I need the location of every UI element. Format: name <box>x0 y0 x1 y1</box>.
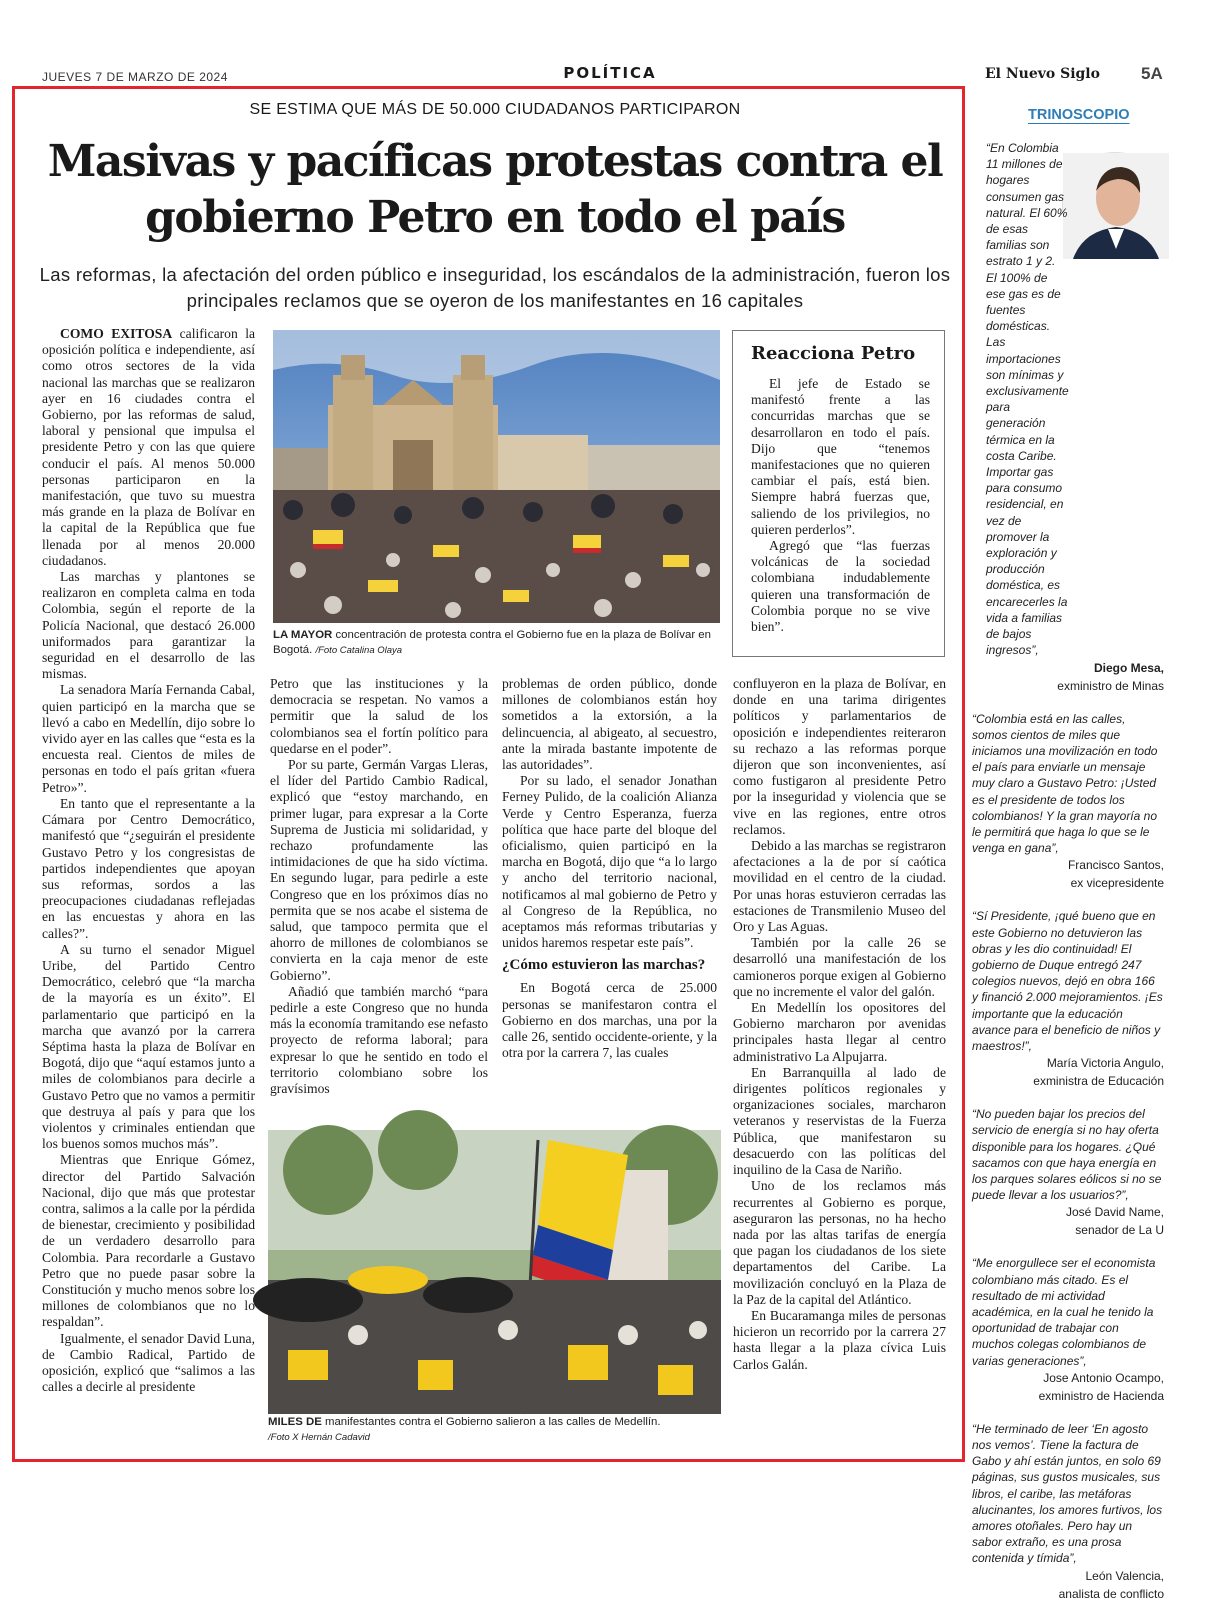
sidebar-box <box>732 330 945 657</box>
quote-author <box>972 1203 1164 1239</box>
plaza-bolivar-image <box>273 330 720 623</box>
quote-author <box>972 1567 1164 1603</box>
trinoscopio-list <box>972 140 1164 1619</box>
paragraph: Uno de los reclamos más recurrentes al Gobierno es porque, aseguraron las personas, no ha hecho nada por las altas tarifas de energía que pagan los ciudadanos de los siete departamentos del Caribe. La movilización concluyó en la Plaza de la Paz de la capital del Atlántico. <box>733 1178 946 1307</box>
paragraph: A su turno el senador Miguel Uribe, del Partido Centro Democrático, celebró que “la marcha de la mayoría es un éxito”. El parlamentario que participó en la marcha que avanzó por la carrera Séptima hasta la plaza de Bolívar en Bogotá, dijo que “aquí estamos junto a miles de colombianos para decirle a Gustavo Petro que no vamos a permitir que destruya al país y para que los violentos y criminales entiendan que los buenos somos muchos más”. <box>42 941 255 1152</box>
paragraph: Por su lado, el senador Jonathan Ferney Pulido, de la coalición Alianza Verde y Centro Esperanza, fuerza política que hace parte del bloque del oficialismo, quien participó en la marcha en Bogotá, dijo que “a lo largo y ancho del territorio nacional, notificamos al mal gobierno de Petro y al Congreso de la República, no aceptamos más reformas tributarias y unidos haremos respetar este país”. <box>502 773 717 951</box>
paragraph-text: calificaron la oposición política e independiente, así como otros sectores de la vida nacional las marchas que se realizaron ayer en 16 ciudades contra el Gobierno, por las reformas de salud, laboral y pensional que impulsa el presidente Petro y con las que quiere conducir el país. Al menos 50.000 personas participaron en la manifestación, que tuvo su muestra más grande en la plaza de Bolívar en la capital de la República que fue llenada por al menos 20.000 ciudadanos. <box>42 326 256 568</box>
sidebar-title: Reacciona Petro <box>751 343 916 364</box>
article-subhead: Las reformas, la afectación del orden público e inseguridad, los escándalos de la administración, fueron los principales reclamos que se oyeron de los manifestantes en 16 capitales <box>39 264 951 311</box>
tweet-quote <box>972 1421 1164 1603</box>
issue-date: JUEVES 7 DE MARZO DE 2024 <box>42 70 228 84</box>
paragraph: Añadió que también marchó “para pedirle a este Congreso que no hunda más la economía tramitando ese nefasto proyecto de reforma laboral; para expresar lo que he sentido en todo el territorio colombiano sobre los gravísimos <box>270 983 488 1097</box>
quote-author <box>972 659 1164 695</box>
paragraph: También por la calle 26 se desarrolló una manifestación de los camioneros porque exigen al Gobierno que no incremente el valor del galón. <box>733 935 946 999</box>
paragraph: En tanto que el representante a la Cámara por Centro Democrático, manifestó que “¿seguirán el presidente Gustavo Petro y los congresistas de partidos independientes que apoyan sus reformas, sordos a las preocupaciones ciudadanas reflejadas en las encuestas y ahora en las calles?”. <box>42 795 255 941</box>
paragraph: El jefe de Estado se manifestó frente a las concurridas marchas que se desarrollaron en todo el país. Dijo que “tenemos manifestaciones que no quieren cambiar el país, está bien. Siempre habrá fuerzas que, saliendo de los privilegios, no quieren perderlos”. <box>751 376 930 537</box>
author-role: exministro de Minas <box>1057 678 1164 693</box>
paragraph: En Bogotá cerca de 25.000 personas se manifestaron contra el Gobierno en dos marchas, una por la calle 26, sentido occidente-oriente, y la otra por la carrera 7, las cuales <box>502 980 717 1061</box>
author-name: María Victoria Angulo, <box>1046 1056 1164 1071</box>
lead-in: COMO EXITOSA <box>60 326 173 341</box>
plaza-bolivar-photo <box>273 330 720 623</box>
section-title: POLÍTICA <box>563 64 657 82</box>
article-kicker: SE ESTIMA QUE MÁS DE 50.000 CIUDADANOS PARTICIPARON <box>249 101 741 118</box>
article-column-3 <box>502 676 717 1061</box>
article-column-2 <box>270 676 488 1097</box>
paragraph: confluyeron en la plaza de Bolívar, en donde en una tarima dirigentes políticos y parlamentarios de oposición e independientes reiteraron su rechazo a las reformas porque dijeron que son inconvenientes, así como fustigaron al presidente Petro por la inseguridad y violencia que se vive en las regiones, entre otros reclamos. <box>733 676 946 837</box>
caption-lead: MILES DE <box>268 1416 322 1428</box>
quote-text: “Me enorgullece ser el economista colombiano más citado. Es el resultado de mi actividad académica, en la cual he tenido la oportunidad de trabajar con muchos colegas colombianos de varias generaciones”, <box>972 1256 1156 1368</box>
article-column-1 <box>42 326 255 1395</box>
article-headline: Masivas y pacíficas protestas contra el gobierno Petro en todo el país <box>47 136 943 243</box>
quote-text: “Colombia está en las calles, somos cientos de miles que iniciamos una movilización en todo el país para enviarle un mensaje muy claro a Gustavo Petro: ¡Usted es el presidente de todos los colombianos! Y la gran mayoría no le permitirá que haga lo que se le venga en gana”, <box>972 711 1158 856</box>
author-name: León Valencia, <box>1085 1568 1164 1583</box>
photo-credit: /Foto X Hernán Cadavid <box>268 1432 370 1443</box>
tweet-quote <box>972 711 1164 893</box>
caption-text: concentración de protesta contra el Gobierno fue en la plaza de Bolívar en Bogotá. <box>273 629 711 656</box>
medellin-march-image <box>268 1130 721 1414</box>
quote-text: “No pueden bajar los precios del servicio de energía si no hay oferta disponible para los hogares. ¿Qué sacamos con que haya energía en los parques solares eólicos si no se puede llevar a los usuarios?”, <box>972 1107 1162 1203</box>
tweet-quote <box>972 1255 1164 1404</box>
author-role: exministro de Hacienda <box>1038 1388 1164 1403</box>
paragraph: Mientras que Enrique Gómez, director del Partido Salvación Nacional, dijo que más que protestar contra, salimos a la calle por la pérdida de bienestar, crecimiento y posibilidad de un verdadero desarrollo para Colombia. Para recordarle a Gustavo Petro que no puede pasar sobre la Constitución y mucho menos sobre los millones de colombianos que no lo respaldan”. <box>42 1152 255 1330</box>
quote-text: “En Colombia 11 millones de hogares consumen gas natural. El 60% de esas familias son estrato 1 y 2. El 100% de ese gas es de fuentes domésticas. Las importaciones son mínimas y exclusivamente para generación térmica en la costa Caribe. Importar gas para consumo residencial, en vez de promover la exploración y producción doméstica, es encarecerles la vida a familias de bajos ingresos”, <box>986 141 1069 658</box>
quote-text: “He terminado de leer ‘En agosto nos vemos’. Tiene la factura de Gabo y ahí están juntos, en solo 69 páginas, sus gustos musicales, sus libros, el caribe, las metáforas alucinantes, los amores furtivos, los amores otoñales. Pero hay un sabor extraño, es una prosa contenida y tímida”, <box>972 1421 1163 1566</box>
paragraph: En Medellín los opositores del Gobierno marcharon por avenidas principales hasta llegar al centro administrativo La Alpujarra. <box>733 1000 946 1064</box>
quote-author <box>972 856 1164 892</box>
author-role: ex vicepresidente <box>1070 876 1164 891</box>
section-subtitle: ¿Cómo estuvieron las marchas? <box>502 957 706 974</box>
author-name: Jose Antonio Ocampo, <box>1043 1370 1164 1385</box>
paragraph: La senadora María Fernanda Cabal, quien participó en la marcha que se llevó a cabo en Medellín, dijo sobre lo vivido ayer en las calles que “esta es la encuesta real. Cientos de miles de personas en todo el país gritan «fuera Petro»”. <box>42 682 255 795</box>
page-number: 5A <box>1141 64 1163 83</box>
tweet-quote <box>972 908 1164 1090</box>
author-role: exministra de Educación <box>1033 1074 1164 1089</box>
paragraph: Por su parte, Germán Vargas Lleras, el líder del Partido Cambio Radical, explicó que “estoy marchando, en primer lugar, para expresar a la Corte Suprema de Justicia mi solidaridad, y rechazo profundamente las intimidaciones de que ha sido víctima. En segundo lugar, para pedirle a este Congreso que en los próximos días no permita que se nos acabe el sistema de salud, que tampoco permita que el ahorro de millones de colombianos se convierta en la caja menor de este Gobierno”. <box>270 757 488 983</box>
quote-author <box>972 1369 1164 1405</box>
caption-lead: LA MAYOR <box>273 629 333 641</box>
trinoscopio-title: TRINOSCOPIO <box>1028 107 1130 123</box>
paragraph: Agregó que “las fuerzas volcánicas de la sociedad colombiana indudablemente quieren una transformación de Colombia porque no se vive bien”. <box>751 538 930 635</box>
quote-text-wrap <box>972 140 1164 659</box>
paragraph: Petro que las instituciones y la democracia se respetan. No vamos a permitir que la salud de los colombianos sea el fortín político para quedarse en el poder”. <box>270 676 488 756</box>
paragraph: En Bucaramanga miles de personas hicieron un recorrido por la carrera 27 hasta llegar a la plaza cívica Luis Carlos Galán. <box>733 1307 946 1372</box>
author-name: Diego Mesa, <box>1093 660 1164 675</box>
photo-credit: /Foto Catalina Olaya <box>315 645 403 656</box>
medellin-march-photo <box>268 1130 721 1414</box>
tweet-quote <box>972 140 1164 695</box>
article-column-4 <box>733 676 946 1373</box>
photo-caption <box>268 1415 723 1445</box>
paragraph: Igualmente, el senador David Luna, de Cambio Radical, Partido de oposición, explicó que “salimos a las calles a decirle al presidente <box>42 1330 255 1395</box>
paragraph <box>42 326 255 569</box>
paragraph: Las marchas y plantones se realizaron en completa calma en toda Colombia, según el reporte de la Policía Nacional, que destacó 26.000 uniformados para garantizar la seguridad en el desarrollo de las mismas. <box>42 569 255 682</box>
paragraph: En Barranquilla al lado de dirigentes políticos regionales y organizaciones sociales, marcharon veteranos y reservistas de la Fuerza Pública, que manifestaron su desacuerdo con las políticas del inquilino de la Casa de Nariño. <box>733 1064 946 1178</box>
quote-author <box>972 1054 1164 1090</box>
paragraph: Debido a las marchas se registraron afectaciones a la de por sí caótica movilidad en el centro de la ciudad. Por unas horas estuvieron cerradas las estaciones de Transmilenio Museo del Oro y Las Aguas. <box>733 838 946 935</box>
author-role: senador de La U <box>1075 1223 1164 1238</box>
newspaper-logo: El Nuevo Siglo <box>985 66 1100 82</box>
photo-caption <box>273 628 723 658</box>
caption-text: manifestantes contra el Gobierno salieron a las calles de Medellín. <box>324 1416 661 1428</box>
author-name: Francisco Santos, <box>1067 858 1164 873</box>
tweet-quote <box>972 1106 1164 1239</box>
author-role: analista de conflicto <box>1058 1586 1164 1601</box>
author-name: José David Name, <box>1065 1205 1164 1220</box>
quote-text: “Sí Presidente, ¡qué bueno que en este Gobierno no detuvieron las obras y les dio continuidad! El gobierno de Duque entregó 247 colegios nuevos, dejó en obra 166 y financió 2.000 mejoramientos. ¡Es importante que la educación avance para el beneficio de niños y maestros!”, <box>972 909 1163 1053</box>
paragraph: problemas de orden público, donde millones de colombianos están hoy sometidos a la extorsión, a la delincuencia, al abigeato, al secuestro, ante la mirada bastante impotente de las autoridades”. <box>502 676 717 773</box>
